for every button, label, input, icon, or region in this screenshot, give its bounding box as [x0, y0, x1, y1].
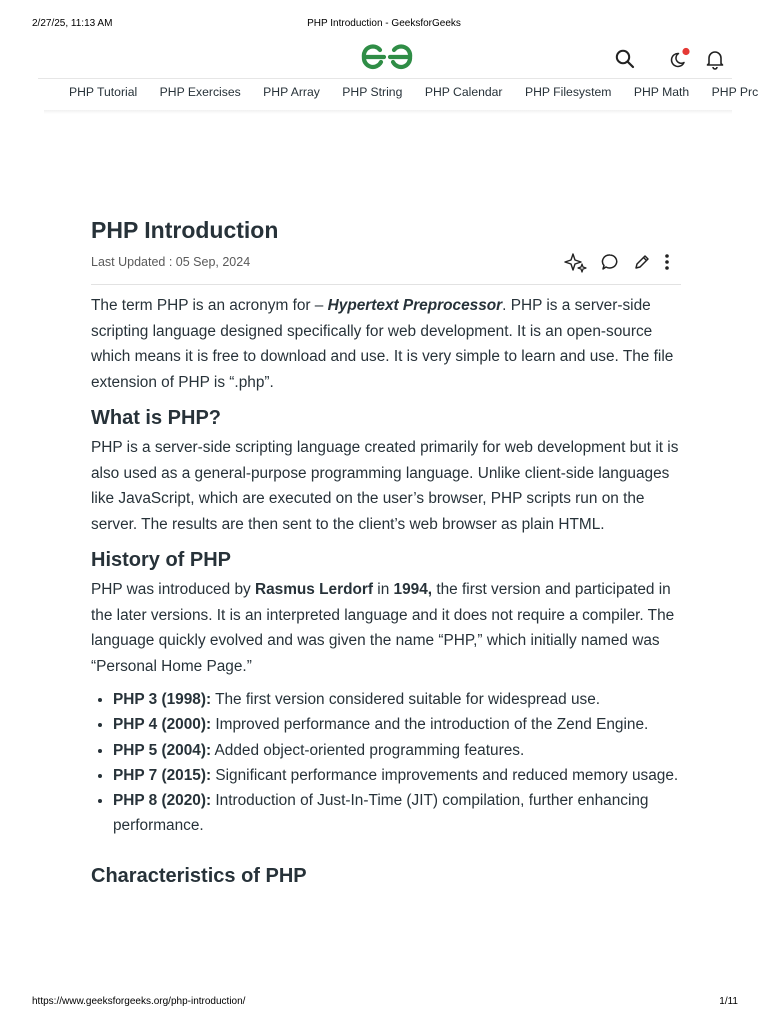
intro-text-post: . PHP is a server-side scripting language designed specifically for web development. It is an open-source which means it is free to download and use. It is very simple to learn and use. The file extension of PHP is “.php”.: [91, 297, 674, 391]
gfg-logo-icon: [360, 42, 414, 72]
list-item: [113, 712, 681, 737]
article-actions: [556, 250, 671, 278]
ai-sparkle-icon[interactable]: [564, 250, 588, 274]
article: [91, 210, 681, 893]
what-is-php-paragraph: PHP is a server-side scripting language created primarily for web development but it is also used as a general-purpose programming language. Unlike client-side languages like JavaScript, which are executed on the user’s browser, PHP scripts run on the server. The results are then sent to the client’s web browser as plain HTML.: [91, 439, 679, 533]
navbar-divider: [44, 110, 732, 114]
history-year: 1994,: [393, 581, 433, 598]
print-footer: [0, 996, 768, 1010]
nav-item-php-math[interactable]: PHP Math: [633, 85, 690, 99]
list-item: [113, 788, 681, 839]
edit-icon[interactable]: [633, 253, 651, 271]
print-url: https://www.geeksforgeeks.org/php-introduction/: [32, 996, 246, 1007]
history-person: Rasmus Lerdorf: [254, 581, 373, 598]
nav-item-php-programs[interactable]: PHP Prc: [711, 85, 759, 99]
last-updated: Last Updated : 05 Sep, 2024: [91, 255, 251, 269]
heading-history-of-php: History of PHP: [91, 549, 232, 571]
print-page-number: 1/11: [719, 996, 738, 1007]
site-header: [38, 38, 732, 79]
comment-icon[interactable]: [600, 252, 620, 272]
heading-what-is-php: What is PHP?: [91, 407, 222, 429]
history-text-mid: in: [373, 581, 394, 598]
heading-characteristics-of-php: Characteristics of PHP: [91, 864, 307, 887]
intro-paragraph: [91, 293, 681, 395]
nav-item-php-filesystem[interactable]: PHP Filesystem: [524, 85, 612, 99]
list-item-label: PHP 4 (2000):: [113, 716, 212, 734]
history-list: [91, 687, 681, 839]
list-item-label: PHP 7 (2015):: [113, 766, 212, 784]
list-item-text: Significant performance improvements and reduced memory usage.: [211, 766, 679, 784]
list-item-text: The first version considered suitable for widespread use.: [211, 691, 601, 708]
history-text-post: the first version and participated in the later versions. It is an interpreted language and it does not require a compiler. The language quickly evolved and was given the name “PHP,” which initially named was “Personal Home Page.”: [91, 581, 675, 675]
print-page-title: PHP Introduction - GeeksforGeeks: [307, 18, 461, 29]
article-title: PHP Introduction: [91, 217, 279, 243]
print-datetime: 2/27/25, 11:13 AM: [32, 18, 113, 29]
history-text-pre: PHP was introduced by: [91, 581, 255, 598]
print-header: [0, 18, 768, 32]
list-item: [113, 763, 681, 788]
list-item: [113, 687, 681, 712]
topic-navbar: [60, 80, 759, 110]
list-item: [113, 738, 681, 763]
list-item-text: Improved performance and the introduction of the Zend Engine.: [211, 716, 649, 734]
list-item-label: PHP 8 (2020):: [113, 792, 212, 810]
nav-item-php-string[interactable]: PHP String: [342, 85, 403, 99]
gfg-logo[interactable]: [360, 42, 414, 72]
search-icon[interactable]: [614, 48, 636, 70]
intro-text-pre: The term PHP is an acronym for –: [91, 297, 328, 314]
list-item-label: PHP 5 (2004):: [113, 741, 212, 759]
list-item-text: Added object-oriented programming features.: [211, 741, 525, 759]
notification-dot: [682, 48, 689, 55]
nav-item-php-tutorial[interactable]: PHP Tutorial: [69, 85, 138, 99]
nav-item-php-exercises[interactable]: PHP Exercises: [159, 85, 241, 99]
more-icon[interactable]: [663, 252, 671, 272]
nav-item-php-calendar[interactable]: PHP Calendar: [424, 85, 503, 99]
notification-bell-icon[interactable]: [704, 48, 726, 70]
article-meta: [91, 250, 681, 285]
nav-item-php-array[interactable]: PHP Array: [263, 85, 320, 99]
history-paragraph: [91, 577, 681, 679]
list-item-text: Introduction of Just-In-Time (JIT) compilation, further enhancing performance.: [113, 792, 649, 835]
list-item-label: PHP 3 (1998):: [113, 691, 212, 708]
theme-toggle-icon[interactable]: [666, 48, 688, 70]
intro-term: Hypertext Preprocessor: [327, 297, 503, 314]
